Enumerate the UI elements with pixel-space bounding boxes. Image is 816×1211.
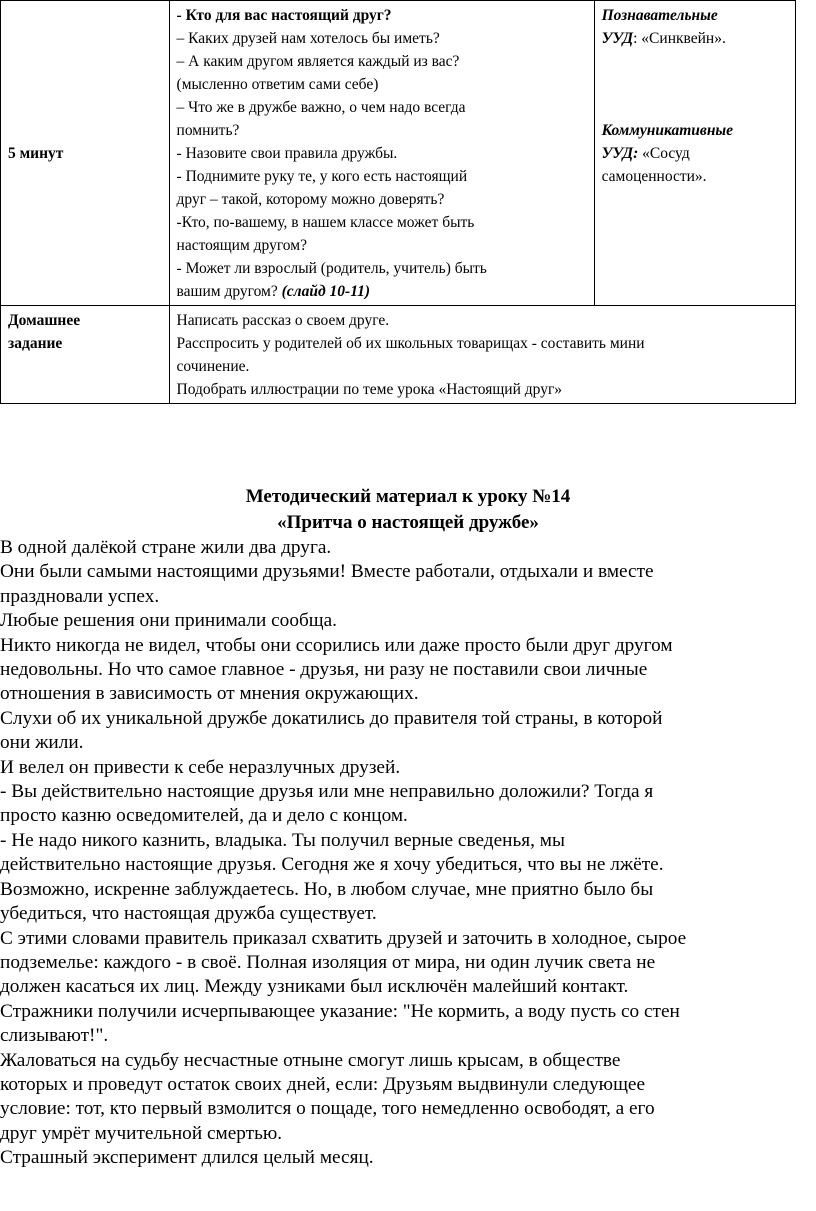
story-line: С этими словами правитель приказал схватить друзей и заточить в холодное, сырое <box>0 927 687 949</box>
story-line: отношения в зависимость от мнения окружающих. <box>0 683 419 705</box>
story-line: друг умрёт мучительной смертью. <box>0 1122 283 1144</box>
discussion-questions <box>177 4 588 280</box>
story-line: Страшный эксперимент длился целый месяц. <box>0 1147 374 1169</box>
story-line: В одной далёкой стране жили два друга. <box>0 537 332 558</box>
story-line: Стражники получили исчерпывающее указание: "Не кормить, а воду пусть со стен <box>0 1000 680 1022</box>
story-line: которых и проведут остаток своих дней, если: Друзьям выдвинули следующее <box>0 1073 646 1095</box>
question-last-line <box>177 280 588 303</box>
question-line: помнить? <box>176 122 240 139</box>
homework-line: Написать рассказ о своем друге. <box>176 312 390 329</box>
question-line: друг – такой, которому можно доверять? <box>176 191 445 208</box>
homework-line: Расспросить у родителей об их школьных товарищах - составить мини <box>176 335 645 352</box>
communicative-uud-value-2: самоценности». <box>601 168 707 185</box>
lesson-plan-table <box>0 0 796 404</box>
homework-line: сочинение. <box>176 358 250 375</box>
cognitive-uud-label: Познавательные <box>601 7 718 24</box>
story-line: Любые решения они принимали сообща. <box>0 610 337 632</box>
cognitive-uud-line <box>602 27 789 50</box>
homework-content-cell <box>169 306 795 404</box>
question-line: - Назовите свои правила дружбы. <box>176 145 398 162</box>
story-line: - Не надо никого казнить, владыка. Ты получил верные сведенья, мы <box>0 829 565 851</box>
communicative-uud-line <box>602 142 789 165</box>
story-line: Никто никогда не видел, чтобы они ссорились или даже просто были друг другом <box>0 634 673 656</box>
homework-label-cell <box>1 306 170 404</box>
story-line: Слухи об их уникальной дружбе докатились до правителя той страны, в которой <box>0 707 663 729</box>
homework-lines <box>177 309 789 401</box>
question-line: – А каким другом является каждый из вас? <box>176 53 460 70</box>
method-title <box>0 484 816 536</box>
question-last-line-text: вашим другом? <box>176 283 282 300</box>
cognitive-uud-value: : «Синквейн». <box>633 30 726 47</box>
story-line: И велел он привести к себе неразлучных друзей. <box>0 756 401 778</box>
story-line: слизывают!". <box>0 1025 109 1047</box>
question-line: - Поднимите руку те, у кого есть настоящий <box>176 168 468 185</box>
homework-label-1: Домашнее <box>8 312 81 329</box>
question-line: - Кто для вас настоящий друг? <box>176 7 392 24</box>
question-line: настоящим другом? <box>176 237 307 254</box>
question-line: – Каких друзей нам хотелось бы иметь? <box>176 30 440 47</box>
story-line: Жаловаться на судьбу несчастные отныне смогут лишь крысам, в обществе <box>0 1049 621 1071</box>
homework-label-2: задание <box>8 335 63 352</box>
parable-text <box>0 536 816 1171</box>
story-line: недовольны. Но что самое главное - друзья, ни разу не поставили свои личные <box>0 659 648 681</box>
story-line: действительно настоящие друзья. Сегодня же я хочу убедиться, что вы не лжёте. <box>0 854 664 876</box>
story-line: убедиться, что настоящая дружба существует. <box>0 903 377 925</box>
method-title-line-2: «Притча о настоящей дружбе» <box>277 512 539 533</box>
table-row-homework <box>1 306 796 404</box>
story-line: условие: тот, кто первый взмолится о пощаде, того немедленно освободят, а его <box>0 1098 655 1120</box>
story-line: - Вы действительно настоящие друзья или мне неправильно доложили? Тогда я <box>0 781 654 803</box>
time-label: 5 минут <box>8 145 64 162</box>
method-title-line-1: Методический материал к уроку №14 <box>245 486 571 507</box>
story-line: Они были самыми настоящими друзьями! Вместе работали, отдыхали и вместе <box>0 561 654 583</box>
question-line: – Что же в дружбе важно, о чем надо всегда <box>176 99 466 116</box>
story-line: должен касаться их лиц. Между узниками был исключён малейший контакт. <box>0 976 629 998</box>
story-line: Возможно, искренне заблуждаетесь. Но, в любом случае, мне приятно было бы <box>0 878 654 900</box>
time-cell <box>1 1 170 306</box>
communicative-uud-value: «Сосуд <box>638 145 690 162</box>
table-row-discussion <box>1 1 796 306</box>
story-line: они жили. <box>0 732 84 754</box>
story-line: просто казню осведомителей, да и дело с концом. <box>0 805 408 827</box>
uud-cell <box>594 1 795 306</box>
discussion-questions-cell <box>169 1 594 306</box>
communicative-uud-abbrev: УУД: <box>601 145 639 162</box>
story-line: подземелье: каждого - в своё. Полная изоляция от мира, ни один лучик света не <box>0 951 656 973</box>
homework-line: Подобрать иллюстрации по теме урока «Настоящий друг» <box>176 381 563 398</box>
slide-reference: (слайд 10-11) <box>281 283 371 300</box>
cognitive-uud-abbrev: УУД <box>601 30 634 47</box>
story-line: праздновали успех. <box>0 585 160 607</box>
question-line: (мысленно ответим сами себе) <box>176 76 379 93</box>
communicative-uud-label: Коммуникативные <box>601 122 734 139</box>
question-line: - Может ли взрослый (родитель, учитель) быть <box>176 260 487 277</box>
question-line: -Кто, по-вашему, в нашем классе может быть <box>176 214 475 231</box>
